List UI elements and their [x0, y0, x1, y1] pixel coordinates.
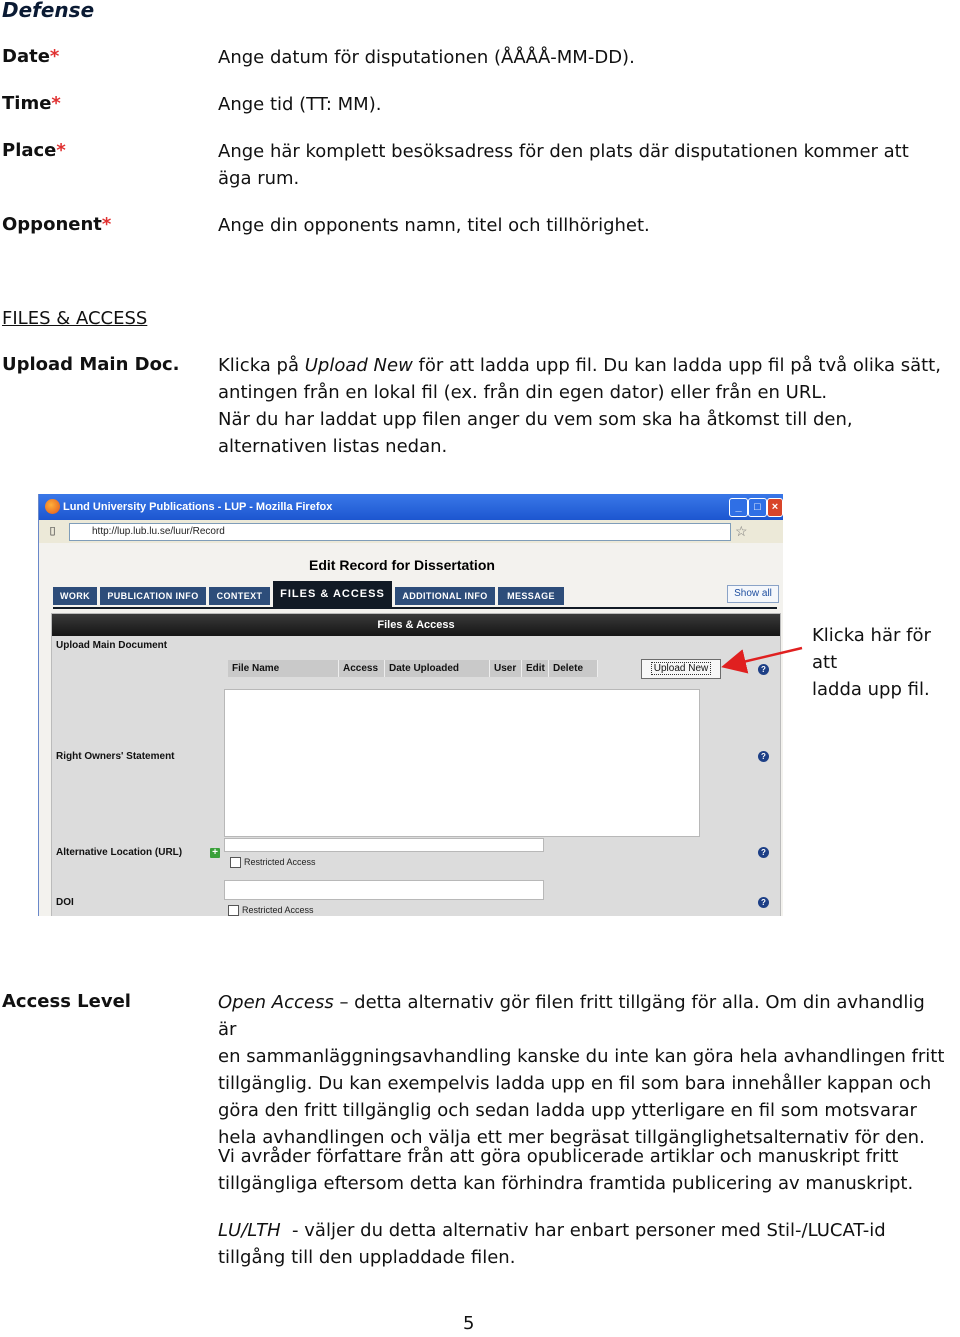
- maximize-icon[interactable]: □: [748, 498, 767, 517]
- help-icon[interactable]: ?: [758, 751, 769, 762]
- tab-message[interactable]: MESSAGE: [498, 587, 564, 605]
- edit-record-title: Edit Record for Dissertation: [309, 557, 495, 573]
- tab-additional-info[interactable]: ADDITIONAL INFO: [395, 587, 495, 605]
- callout-arrow-icon: [716, 640, 806, 680]
- show-all-button[interactable]: Show all: [727, 585, 779, 603]
- doi-input[interactable]: [224, 880, 544, 900]
- tab-underline: [53, 607, 777, 609]
- restricted-access-checkbox[interactable]: [228, 905, 239, 916]
- right-owners-statement-textarea[interactable]: [224, 689, 700, 837]
- help-icon[interactable]: ?: [758, 897, 769, 908]
- date-label: Date*: [2, 46, 60, 67]
- tab-work[interactable]: WORK: [53, 587, 97, 605]
- url-input[interactable]: http://lup.lub.lu.se/luur/Record: [69, 523, 731, 541]
- help-icon[interactable]: ?: [758, 847, 769, 858]
- window-titlebar: [39, 494, 783, 520]
- files-table-header: [228, 660, 598, 677]
- place-label: Place*: [2, 140, 66, 161]
- access-level-paragraph-2: Vi avråder författare från att göra opublicerade artiklar och manuskript fritt tillgängliga eftersom detta kan förhindra framtida publicering av manuskript.: [218, 1146, 914, 1194]
- col-date-uploaded: Date Uploaded: [385, 660, 490, 677]
- upload-new-button[interactable]: Upload New: [641, 659, 721, 679]
- access-level-label: Access Level: [2, 991, 131, 1012]
- col-file-name: File Name: [228, 660, 339, 677]
- close-icon[interactable]: ×: [767, 498, 783, 517]
- files-access-heading: FILES & ACCESS: [2, 308, 148, 329]
- access-level-paragraph-3: LU/LTH - väljer du detta alternativ har enbart personer med Stil-/LUCAT-id tillgång till den uppladdade filen.: [218, 1220, 886, 1268]
- page-icon: ▯: [49, 525, 56, 537]
- date-description: Ange datum för disputationen (ÅÅÅÅ-MM-DD).: [218, 47, 635, 68]
- col-user: User: [490, 660, 522, 677]
- restricted-access-label: Restricted Access: [244, 857, 316, 867]
- upload-description: Klicka på Upload New för att ladda upp fil. Du kan ladda upp fil på två olika sätt, antingen från en lokal fil (ex. från din egen dator) eller från en URL. När du har laddat upp filen anger du vem som ska ha åtkomst till den, alternativen listas nedan.: [218, 355, 941, 457]
- browser-screenshot: [38, 494, 783, 916]
- window-title: Lund University Publications - LUP - Mozilla Firefox: [63, 501, 333, 513]
- col-access: Access: [339, 660, 385, 677]
- section-title: Defense: [2, 0, 95, 22]
- col-delete: Delete: [549, 660, 598, 677]
- place-description: Ange här komplett besöksadress för den plats där disputationen kommer att äga rum.: [218, 141, 909, 189]
- add-icon[interactable]: +: [210, 848, 220, 858]
- opponent-description: Ange din opponents namn, titel och tillhörighet.: [218, 215, 650, 236]
- tab-files-access[interactable]: FILES & ACCESS: [273, 581, 392, 607]
- upload-main-document-label: Upload Main Document: [56, 640, 168, 651]
- tab-context[interactable]: CONTEXT: [209, 587, 270, 605]
- callout-text: Klicka här för att ladda upp fil.: [812, 625, 931, 700]
- alternative-location-label: Alternative Location (URL): [56, 847, 183, 858]
- files-access-panel: [51, 613, 781, 916]
- restricted-access-label: Restricted Access: [242, 905, 314, 915]
- opponent-label: Opponent*: [2, 214, 112, 235]
- access-level-paragraph-1: Open Access – detta alternativ gör filen fritt tillgäng för alla. Om din avhandlig är en sammanläggningsavhandling kanske du inte kan göra hela avhandlingen fritt tillgänglig. Du kan exempelvis ladda upp en fil som bara innehåller kappan och göra den fritt tillgänglig och sedan ladda upp ytterligare en fil som motsvarar hela avhandlingen och välja ett mer begräsat tillgänglighetsalternativ för den.: [218, 992, 945, 1148]
- page-number: 5: [463, 1313, 475, 1334]
- col-edit: Edit: [522, 660, 549, 677]
- help-icon[interactable]: ?: [758, 664, 769, 675]
- time-description: Ange tid (TT: MM).: [218, 94, 382, 115]
- address-bar: [39, 520, 783, 543]
- upload-main-doc-label: Upload Main Doc.: [2, 354, 180, 375]
- right-owners-statement-label: Right Owners' Statement: [56, 751, 175, 762]
- restricted-access-checkbox[interactable]: [230, 857, 241, 868]
- panel-title: Files & Access: [52, 614, 780, 636]
- alternative-location-input[interactable]: [224, 838, 544, 852]
- bookmark-star-icon[interactable]: ☆: [735, 523, 748, 539]
- time-label: Time*: [2, 93, 61, 114]
- minimize-icon[interactable]: _: [729, 498, 748, 517]
- doi-label: DOI: [56, 897, 74, 908]
- firefox-logo-icon: [45, 499, 60, 514]
- tab-publication-info[interactable]: PUBLICATION INFO: [100, 587, 206, 605]
